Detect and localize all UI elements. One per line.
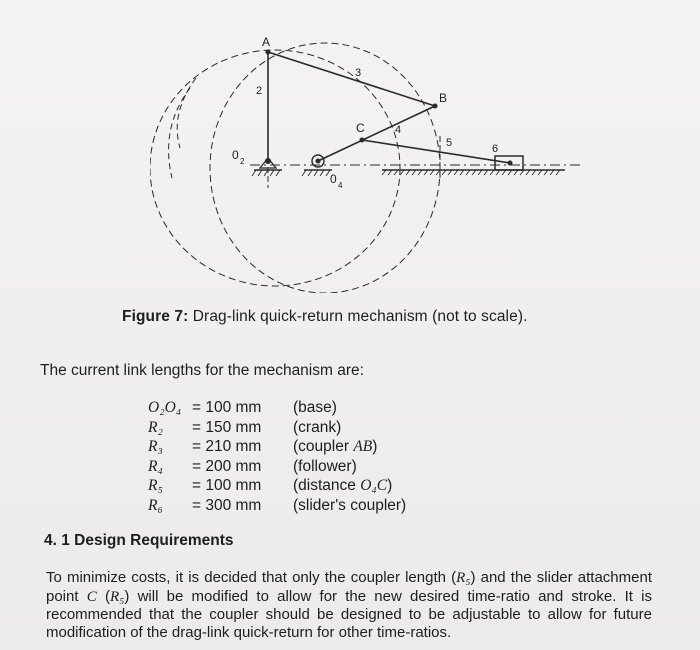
label-o4: 0 (330, 172, 337, 186)
label-o2-sub: 2 (240, 157, 245, 166)
link-5-slider-coupler (362, 140, 510, 163)
link-row (148, 476, 406, 496)
path-arc-left-2 (177, 78, 196, 148)
label-4: 4 (395, 124, 402, 136)
link-description-symbol: O₄C (360, 477, 388, 495)
link-symbol: R₃ (148, 438, 163, 456)
label-o4-sub: 4 (338, 181, 343, 190)
link-description-text: (coupler (293, 438, 354, 456)
link-symbol: R₆ (148, 496, 163, 514)
figure-caption (122, 308, 528, 326)
o4-hatch (302, 170, 330, 176)
paragraph-symbol: C (86, 588, 97, 605)
label-6: 6 (492, 143, 499, 155)
link-value: = 150 mm (192, 418, 262, 436)
link-symbol: R₄ (148, 457, 163, 475)
drag-link-mechanism-diagram (150, 18, 580, 293)
paragraph-text: ( (96, 587, 110, 605)
label-o2: 0 (232, 148, 239, 162)
label-5: 5 (446, 137, 453, 149)
o2-pin (266, 159, 271, 164)
link-value: = 200 mm (192, 457, 262, 475)
paragraph-text: ) and the slider attachment point (46, 569, 652, 605)
link-value: = 100 mm (192, 399, 262, 416)
label-b: B (439, 91, 448, 105)
link-3-coupler (268, 52, 435, 106)
paragraph-text: To minimize costs, it is decided that only the coupler length ( (46, 569, 457, 586)
joint-b (433, 104, 437, 108)
paragraph-symbol: R₅ (456, 570, 471, 586)
link-description: (follower) (293, 457, 357, 475)
link-symbol: R₅ (148, 477, 163, 495)
link-row (148, 437, 406, 457)
link-4-follower (318, 106, 435, 161)
link-row (148, 398, 406, 418)
mechanism-figure (150, 18, 580, 293)
link-lengths-intro: The current link lengths for the mechanism are: (40, 362, 364, 379)
link-symbol: R₂ (148, 418, 163, 436)
link-description (293, 476, 406, 496)
link-description: (base) (293, 399, 337, 416)
link-description-end: ) (387, 477, 393, 495)
paragraph-symbol: R₅ (109, 588, 125, 605)
link-description: (crank) (293, 418, 342, 436)
link-row (148, 457, 406, 477)
label-a: A (262, 35, 271, 49)
figure-caption-text: Drag-link quick-return mechanism (not to scale). (188, 308, 528, 325)
link-value: = 100 mm (192, 477, 262, 495)
joint-c (360, 138, 364, 142)
link-description: (slider's coupler) (293, 496, 407, 514)
section-heading: 4. 1 Design Requirements (44, 532, 234, 549)
label-3: 3 (355, 67, 362, 79)
label-c: C (356, 121, 365, 135)
link-description-text: (distance (293, 477, 361, 495)
label-2: 2 (256, 85, 263, 97)
joint-a (266, 50, 270, 54)
o2-hatch (252, 170, 280, 176)
link-value: = 300 mm (192, 496, 262, 514)
paragraph-text: ) will be modified to allow for the new desired time-ratio and stroke. It is recommended that the coupler should be designed to be adjustable to allow for future modification of the drag-link quick-return for other time-ratios. (46, 587, 652, 641)
link-row (148, 418, 406, 438)
link-symbol: O₂O₄ (148, 399, 182, 416)
link-lengths-table (148, 398, 406, 516)
slider-pin (508, 161, 512, 165)
follower-path-circle (210, 43, 440, 293)
link-value: = 210 mm (192, 438, 262, 456)
o4-pin (316, 159, 320, 163)
link-description-symbol: AB (353, 438, 373, 456)
design-requirements-paragraph (46, 569, 652, 641)
link-description-end: ) (372, 438, 378, 456)
figure-caption-label: Figure 7: (122, 308, 189, 325)
link-row (148, 496, 406, 516)
link-description (293, 437, 406, 457)
